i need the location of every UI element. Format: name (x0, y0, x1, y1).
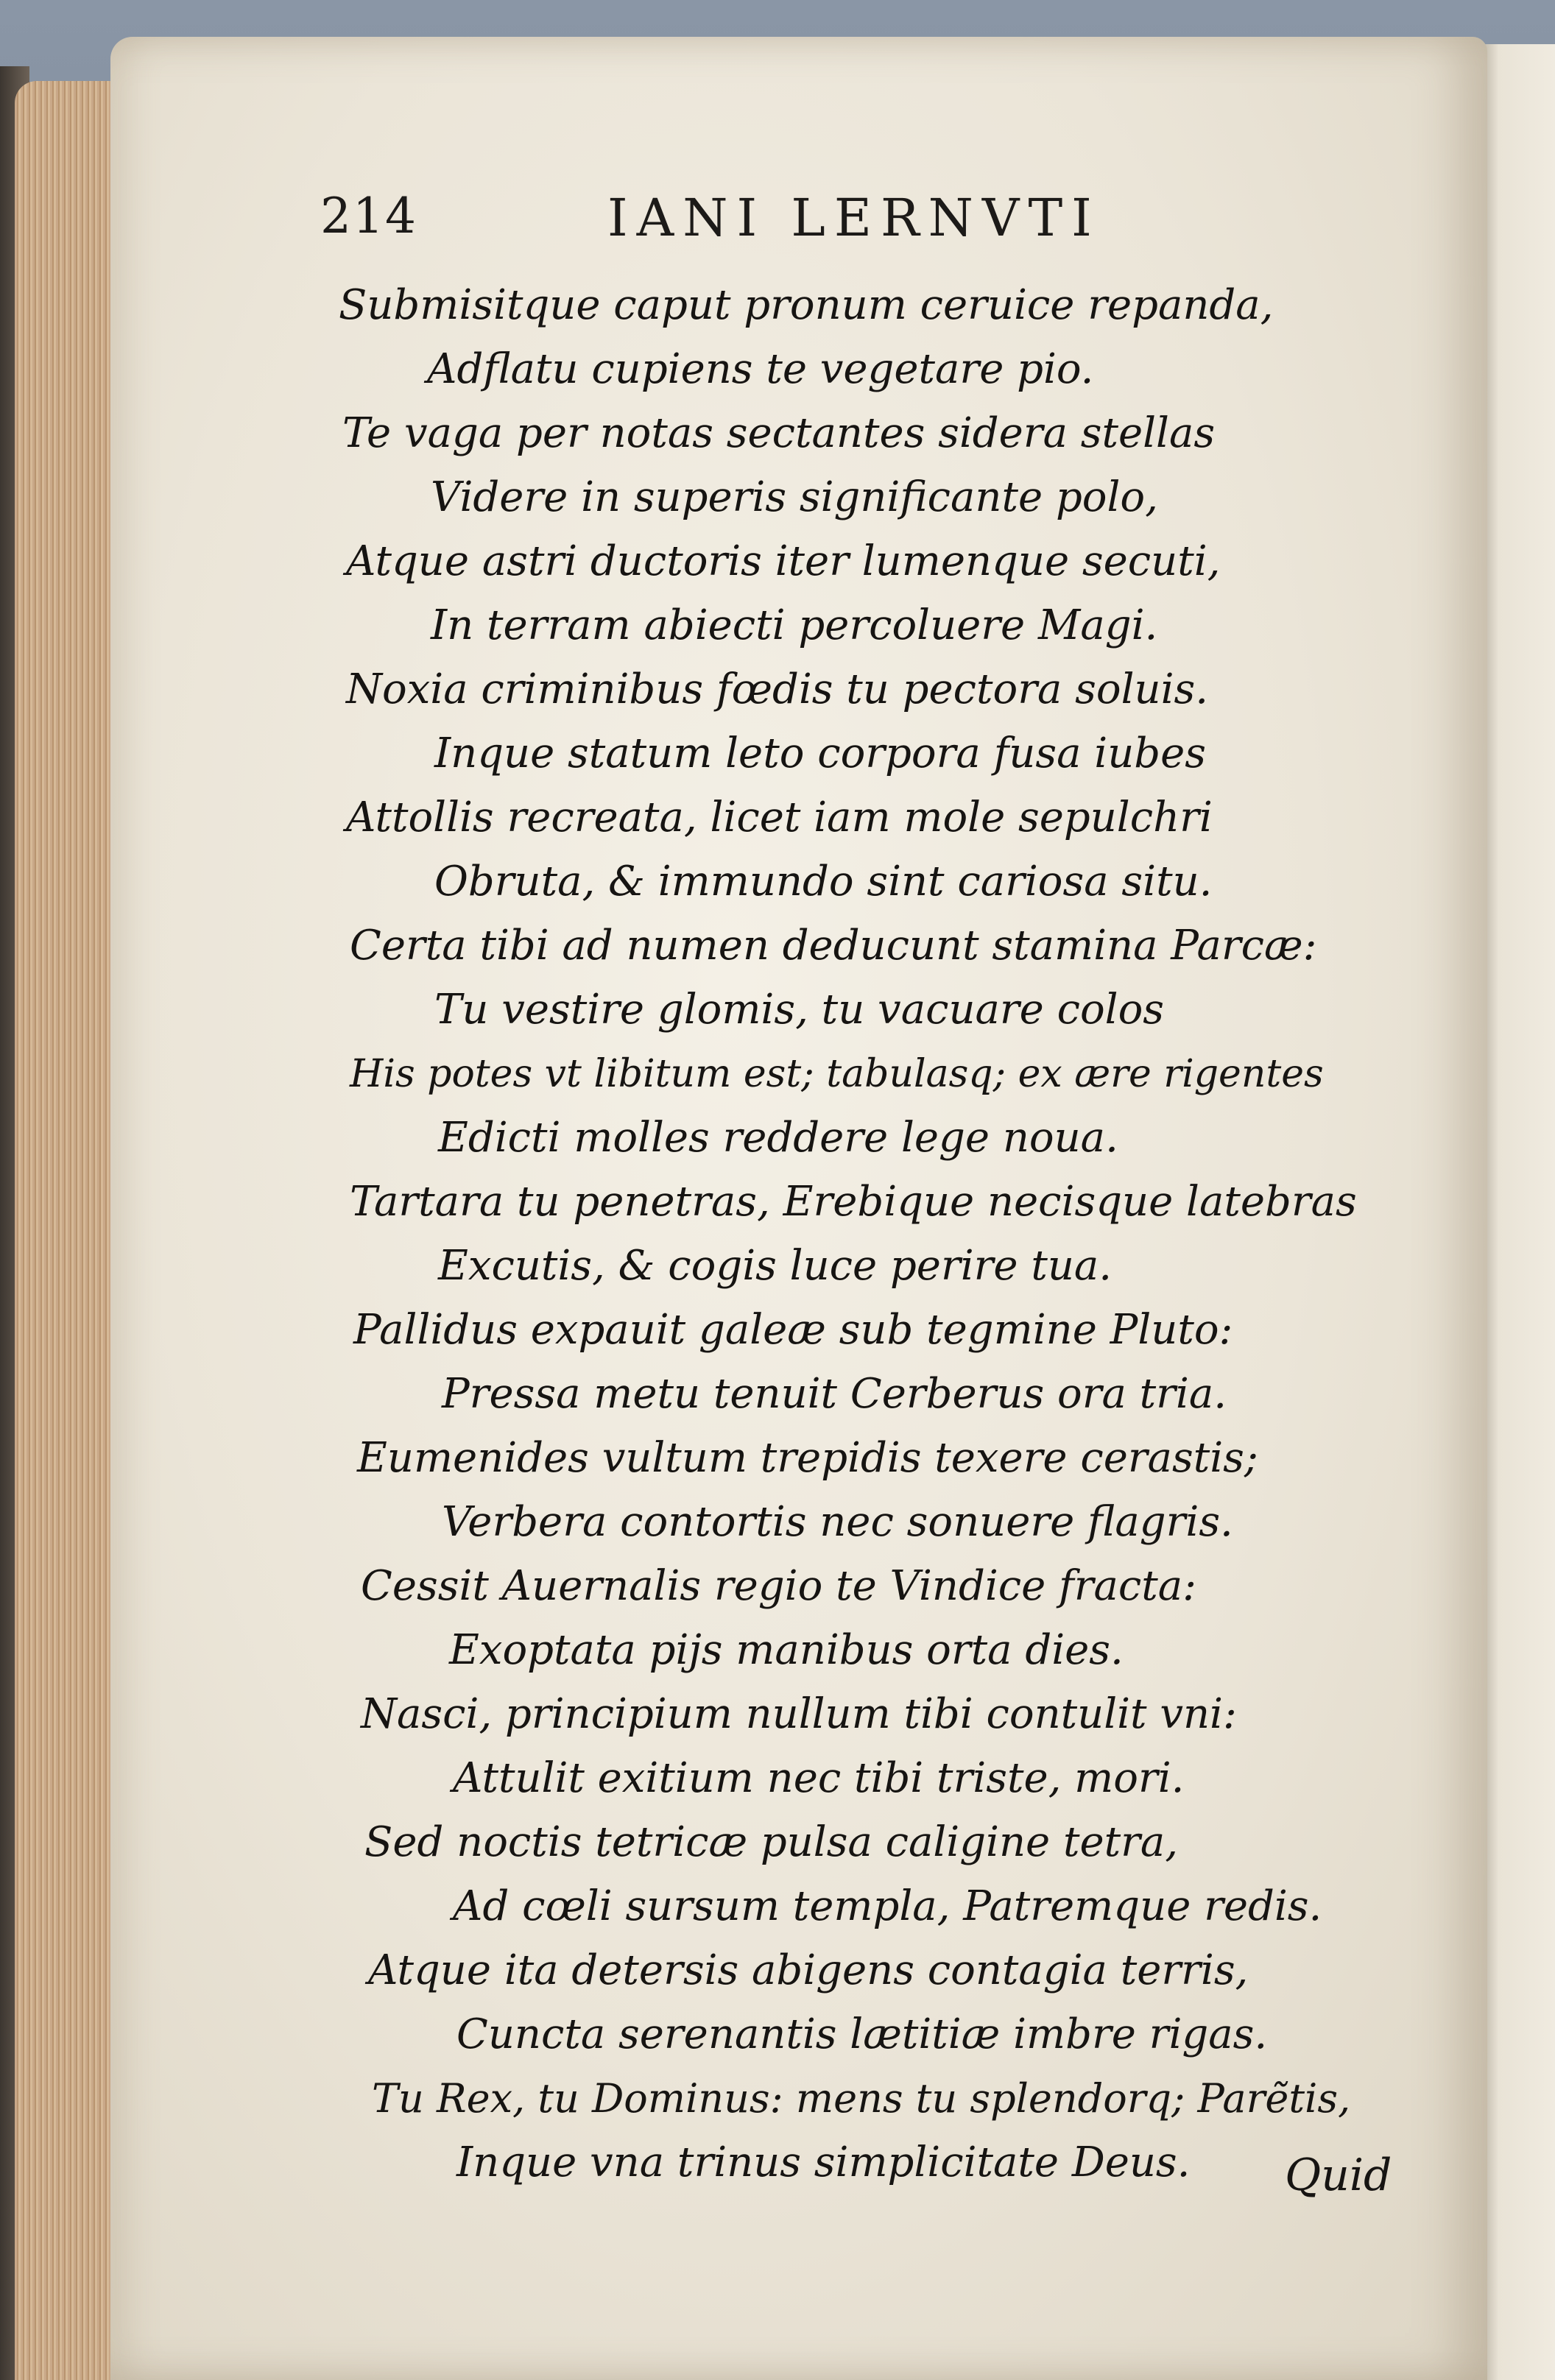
verse-line: Pressa metu tenuit Cerberus ora tria. (442, 1370, 1227, 1418)
verse-line: Inque vna trinus simplicitate Deus. (456, 2139, 1191, 2186)
verse-line: In terram abiecti percoluere Magi. (431, 601, 1158, 649)
verse-line: Sed noctis tetricæ pulsa caligine tetra, (364, 1818, 1179, 1866)
page-header (320, 188, 1130, 269)
verse-line: Tu vestire glomis, tu vacuare colos (434, 986, 1165, 1034)
verse-line: Inque statum leto corpora fusa iubes (434, 730, 1207, 777)
verse-line: Cuncta serenantis lætitiæ imbre rigas. (456, 2010, 1268, 2058)
verse-line: Submisitque caput pronum ceruice repanda, (339, 281, 1274, 329)
verse-line: Atque astri ductoris iter lumenque secuti, (346, 537, 1221, 585)
page-number: 214 (320, 188, 417, 244)
verse-line: Ad cœli sursum templa, Patremque redis. (453, 1882, 1322, 1930)
verse-line: Edicti molles reddere lege noua. (438, 1114, 1118, 1162)
verse-line: Tartara tu penetras, Erebique necisque latebras (350, 1178, 1357, 1226)
verse-line: Eumenides vultum trepidis texere cerastis; (357, 1434, 1258, 1482)
verse-line: Excutis, & cogis luce perire tua. (438, 1242, 1113, 1290)
catchword: Quid (1285, 2150, 1392, 2201)
verse-line: Tu Rex, tu Dominus: mens tu splendorq; Parẽtis, (372, 2075, 1351, 2122)
verse-line: Adflatu cupiens te vegetare pio. (427, 345, 1094, 393)
verse-line: Noxia criminibus fœdis tu pectora soluis. (346, 665, 1209, 713)
verse-line: His potes vt libitum est; tabulasq; ex ære rigentes (350, 1052, 1324, 1096)
verse-line: Obruta, & immundo sint cariosa situ. (434, 858, 1213, 905)
verse-line: Te vaga per notas sectantes sidera stellas (342, 409, 1216, 457)
verse-line: Cessit Auernalis regio te Vindice fracta: (361, 1562, 1197, 1610)
verse-line: Certa tibi ad numen deducunt stamina Parcæ: (350, 922, 1317, 970)
verse-line: Nasci, principium nullum tibi contulit vni: (361, 1690, 1237, 1738)
verse-line: Atque ita detersis abigens contagia terris, (368, 1946, 1249, 1994)
verse-line: Attollis recreata, licet iam mole sepulchri (346, 794, 1213, 841)
verse-line: Exoptata pijs manibus orta dies. (449, 1626, 1124, 1674)
facing-page (1480, 44, 1555, 2380)
page-edges (15, 81, 125, 2380)
verse-line: Verbera contortis nec sonuere flagris. (442, 1498, 1233, 1546)
verse-line: Videre in superis significante polo, (431, 473, 1158, 521)
verse-line: Pallidus expauit galeæ sub tegmine Pluto: (353, 1306, 1233, 1354)
verse-line: Attulit exitium nec tibi triste, mori. (453, 1754, 1185, 1802)
running-head: IANI LERNVTI (607, 188, 1101, 248)
